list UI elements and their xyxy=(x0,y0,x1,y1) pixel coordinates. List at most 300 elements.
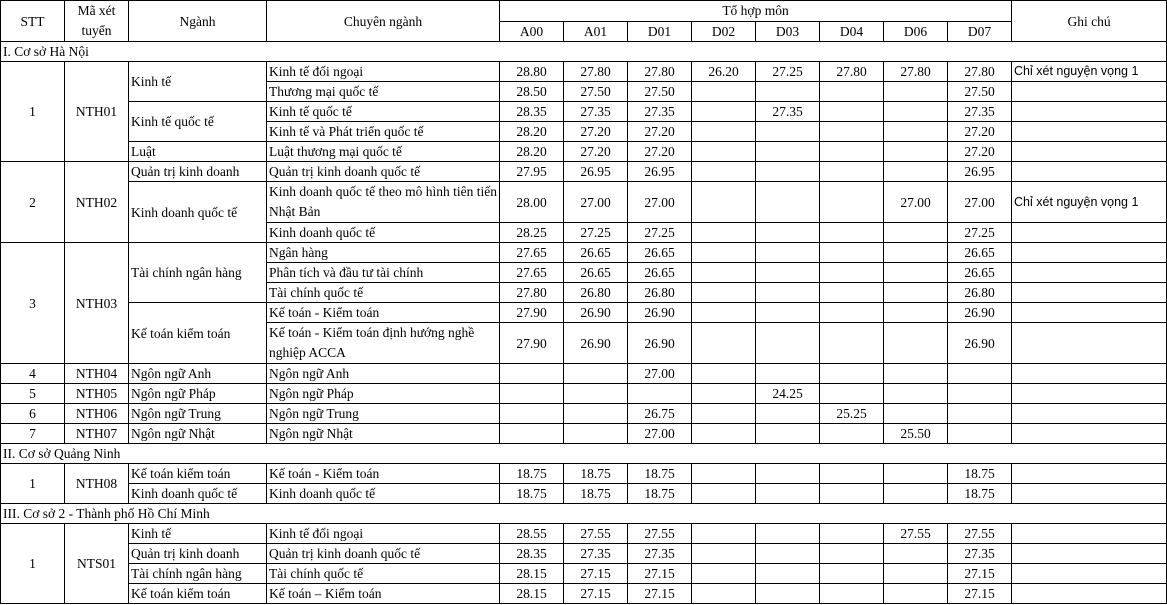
major-cell: Kinh tế quốc tế xyxy=(129,102,267,142)
specialization-cell: Phân tích và đầu tư tài chính xyxy=(267,263,500,283)
score-d06 xyxy=(884,283,948,303)
table-row xyxy=(1,162,1167,182)
stt-cell: 7 xyxy=(1,424,65,444)
score-d06 xyxy=(884,323,948,364)
score-a01: 27.50 xyxy=(564,82,628,102)
score-d06 xyxy=(884,404,948,424)
header-chuyen-nganh: Chuyên ngành xyxy=(267,1,500,42)
score-d04 xyxy=(820,524,884,544)
major-cell: Kinh tế xyxy=(129,62,267,102)
score-d02 xyxy=(692,82,756,102)
major-cell: Tài chính ngân hàng xyxy=(129,243,267,303)
score-a01: 27.15 xyxy=(564,584,628,604)
score-d04 xyxy=(820,484,884,504)
score-d04 xyxy=(820,424,884,444)
score-a01 xyxy=(564,424,628,444)
score-a01: 27.35 xyxy=(564,544,628,564)
header-ghi-chu: Ghi chú xyxy=(1012,1,1167,42)
major-cell: Quản trị kinh doanh xyxy=(129,162,267,182)
score-d04 xyxy=(820,364,884,384)
specialization-cell: Quản trị kinh doanh quốc tế xyxy=(267,544,500,564)
specialization-cell: Kinh doanh quốc tế xyxy=(267,223,500,243)
score-d02 xyxy=(692,544,756,564)
note-cell xyxy=(1012,243,1167,263)
score-d03 xyxy=(756,364,820,384)
score-d06: 27.00 xyxy=(884,182,948,223)
specialization-cell: Thương mại quốc tế xyxy=(267,82,500,102)
score-a00: 28.15 xyxy=(500,564,564,584)
score-a00: 28.25 xyxy=(500,223,564,243)
section-title: III. Cơ sở 2 - Thành phố Hồ Chí Minh xyxy=(1,504,500,524)
specialization-cell: Ngôn ngữ Trung xyxy=(267,404,500,424)
score-d02 xyxy=(692,584,756,604)
score-d07: 26.90 xyxy=(948,323,1012,364)
major-cell: Tài chính ngân hàng xyxy=(129,564,267,584)
section-note-filler xyxy=(1012,42,1167,62)
score-d01: 27.15 xyxy=(628,564,692,584)
score-d01: 27.50 xyxy=(628,82,692,102)
stt-cell: 1 xyxy=(1,62,65,162)
score-d03: 27.25 xyxy=(756,62,820,82)
score-a00 xyxy=(500,364,564,384)
note-cell xyxy=(1012,102,1167,122)
table-row xyxy=(1,584,1167,604)
score-d07: 26.95 xyxy=(948,162,1012,182)
score-d02 xyxy=(692,364,756,384)
major-cell: Kinh tế xyxy=(129,524,267,544)
table-row xyxy=(1,484,1167,504)
score-d07: 26.80 xyxy=(948,283,1012,303)
note-cell xyxy=(1012,484,1167,504)
score-d03 xyxy=(756,323,820,364)
score-d06 xyxy=(884,223,948,243)
score-d07: 27.20 xyxy=(948,142,1012,162)
score-a00: 28.20 xyxy=(500,122,564,142)
score-d03 xyxy=(756,544,820,564)
subject-header-a00: A00 xyxy=(500,21,564,42)
specialization-cell: Kế toán - Kiểm toán định hướng nghề nghiệp ACCA xyxy=(267,323,500,364)
score-a01: 26.95 xyxy=(564,162,628,182)
program-code-cell: NTH06 xyxy=(65,404,129,424)
specialization-cell: Kinh doanh quốc tế xyxy=(267,484,500,504)
score-d02 xyxy=(692,243,756,263)
score-d04 xyxy=(820,584,884,604)
score-d04 xyxy=(820,82,884,102)
score-d01: 27.00 xyxy=(628,364,692,384)
section-filler xyxy=(500,42,1012,62)
score-d01: 27.55 xyxy=(628,524,692,544)
header-to-hop-mon: Tổ hợp môn xyxy=(500,1,1012,22)
score-d06 xyxy=(884,303,948,323)
note-cell xyxy=(1012,424,1167,444)
stt-cell: 1 xyxy=(1,524,65,604)
score-a01 xyxy=(564,384,628,404)
table-row xyxy=(1,142,1167,162)
program-code-cell: NTH04 xyxy=(65,364,129,384)
score-a00: 28.35 xyxy=(500,102,564,122)
note-cell xyxy=(1012,524,1167,544)
score-d07: 27.00 xyxy=(948,182,1012,223)
specialization-cell: Ngôn ngữ Anh xyxy=(267,364,500,384)
specialization-cell: Ngân hàng xyxy=(267,243,500,263)
note-cell xyxy=(1012,122,1167,142)
score-a00: 18.75 xyxy=(500,484,564,504)
major-cell: Ngôn ngữ Anh xyxy=(129,364,267,384)
score-d04 xyxy=(820,283,884,303)
subject-header-d02: D02 xyxy=(692,21,756,42)
note-cell xyxy=(1012,223,1167,243)
score-d01: 26.90 xyxy=(628,323,692,364)
section-title: II. Cơ sở Quảng Ninh xyxy=(1,444,500,464)
score-a01: 27.80 xyxy=(564,62,628,82)
score-d04 xyxy=(820,102,884,122)
score-a01: 27.15 xyxy=(564,564,628,584)
score-d06 xyxy=(884,584,948,604)
score-d04 xyxy=(820,464,884,484)
score-d03 xyxy=(756,182,820,223)
score-a00: 28.35 xyxy=(500,544,564,564)
score-d03 xyxy=(756,82,820,102)
score-a01: 27.25 xyxy=(564,223,628,243)
table-body xyxy=(1,42,1167,604)
score-a01: 18.75 xyxy=(564,464,628,484)
score-a01: 27.55 xyxy=(564,524,628,544)
major-cell: Kế toán kiểm toán xyxy=(129,584,267,604)
score-d01: 27.15 xyxy=(628,584,692,604)
score-d03 xyxy=(756,404,820,424)
specialization-cell: Ngôn ngữ Nhật xyxy=(267,424,500,444)
score-d07: 26.65 xyxy=(948,263,1012,283)
score-d04 xyxy=(820,122,884,142)
score-d03 xyxy=(756,243,820,263)
score-d06 xyxy=(884,122,948,142)
specialization-cell: Tài chính quốc tế xyxy=(267,283,500,303)
score-d02 xyxy=(692,484,756,504)
score-d02 xyxy=(692,142,756,162)
score-d07: 26.65 xyxy=(948,243,1012,263)
score-d06 xyxy=(884,364,948,384)
specialization-cell: Kinh tế quốc tế xyxy=(267,102,500,122)
note-cell xyxy=(1012,283,1167,303)
program-code-cell: NTH03 xyxy=(65,243,129,364)
table-row xyxy=(1,404,1167,424)
score-d02 xyxy=(692,564,756,584)
stt-cell: 2 xyxy=(1,162,65,243)
score-d02 xyxy=(692,223,756,243)
major-cell: Ngôn ngữ Nhật xyxy=(129,424,267,444)
score-d01: 26.65 xyxy=(628,263,692,283)
score-d01 xyxy=(628,384,692,404)
section-filler xyxy=(500,504,1012,524)
major-cell: Quản trị kinh doanh xyxy=(129,544,267,564)
score-a00: 27.80 xyxy=(500,283,564,303)
table-row xyxy=(1,564,1167,584)
subject-header-d03: D03 xyxy=(756,21,820,42)
score-a01: 26.90 xyxy=(564,303,628,323)
score-a00 xyxy=(500,404,564,424)
major-cell: Kế toán kiểm toán xyxy=(129,303,267,364)
score-d01: 27.80 xyxy=(628,62,692,82)
score-a00: 28.50 xyxy=(500,82,564,102)
stt-cell: 5 xyxy=(1,384,65,404)
specialization-cell: Kinh tế đối ngoại xyxy=(267,524,500,544)
score-d04: 25.25 xyxy=(820,404,884,424)
score-d02 xyxy=(692,524,756,544)
table-row xyxy=(1,243,1167,263)
score-d04: 27.80 xyxy=(820,62,884,82)
table-row xyxy=(1,424,1167,444)
score-d04 xyxy=(820,182,884,223)
subject-header-d01: D01 xyxy=(628,21,692,42)
score-d06: 25.50 xyxy=(884,424,948,444)
score-a00: 27.65 xyxy=(500,263,564,283)
score-d06 xyxy=(884,162,948,182)
stt-cell: 4 xyxy=(1,364,65,384)
note-cell xyxy=(1012,142,1167,162)
score-a01: 26.80 xyxy=(564,283,628,303)
score-d06 xyxy=(884,142,948,162)
score-d07: 27.55 xyxy=(948,524,1012,544)
specialization-cell: Kinh doanh quốc tế theo mô hình tiên tiến Nhật Bản xyxy=(267,182,500,223)
score-d04 xyxy=(820,564,884,584)
header-ma-xet-tuyen: Mã xét tuyển xyxy=(65,1,129,42)
score-a01 xyxy=(564,404,628,424)
note-cell: Chỉ xét nguyện vọng 1 xyxy=(1012,182,1167,223)
score-d06 xyxy=(884,263,948,283)
score-d02 xyxy=(692,102,756,122)
note-cell xyxy=(1012,384,1167,404)
score-a00: 27.90 xyxy=(500,303,564,323)
score-d04 xyxy=(820,142,884,162)
subject-header-d07: D07 xyxy=(948,21,1012,42)
score-d01: 27.35 xyxy=(628,102,692,122)
score-d07: 27.15 xyxy=(948,564,1012,584)
specialization-cell: Kế toán - Kiểm toán xyxy=(267,464,500,484)
score-d07: 27.25 xyxy=(948,223,1012,243)
table-row xyxy=(1,62,1167,82)
score-d07: 27.80 xyxy=(948,62,1012,82)
score-d03: 27.35 xyxy=(756,102,820,122)
score-d03 xyxy=(756,584,820,604)
score-d03 xyxy=(756,524,820,544)
score-d01: 27.20 xyxy=(628,142,692,162)
score-d01: 27.00 xyxy=(628,182,692,223)
score-d04 xyxy=(820,263,884,283)
score-d02 xyxy=(692,384,756,404)
note-cell xyxy=(1012,303,1167,323)
major-cell: Kinh doanh quốc tế xyxy=(129,484,267,504)
section-note-filler xyxy=(1012,444,1167,464)
score-d07: 27.20 xyxy=(948,122,1012,142)
score-a00: 28.15 xyxy=(500,584,564,604)
score-d02 xyxy=(692,323,756,364)
score-d06: 27.55 xyxy=(884,524,948,544)
table-row xyxy=(1,182,1167,223)
score-d07 xyxy=(948,404,1012,424)
score-a01: 18.75 xyxy=(564,484,628,504)
stt-cell: 1 xyxy=(1,464,65,504)
score-a01: 27.20 xyxy=(564,122,628,142)
section-note-filler xyxy=(1012,504,1167,524)
major-cell: Kế toán kiểm toán xyxy=(129,464,267,484)
table-row xyxy=(1,524,1167,544)
score-d07: 18.75 xyxy=(948,484,1012,504)
score-d03 xyxy=(756,142,820,162)
score-d03: 24.25 xyxy=(756,384,820,404)
score-d01: 18.75 xyxy=(628,484,692,504)
header-stt: STT xyxy=(1,1,65,42)
score-a01 xyxy=(564,364,628,384)
specialization-cell: Tài chính quốc tế xyxy=(267,564,500,584)
subject-header-d06: D06 xyxy=(884,21,948,42)
score-d06 xyxy=(884,484,948,504)
program-code-cell: NTH01 xyxy=(65,62,129,162)
score-a00: 18.75 xyxy=(500,464,564,484)
table-row xyxy=(1,303,1167,323)
note-cell xyxy=(1012,564,1167,584)
score-d01: 26.65 xyxy=(628,243,692,263)
score-d02: 26.20 xyxy=(692,62,756,82)
section-title: I. Cơ sở Hà Nội xyxy=(1,42,500,62)
program-code-cell: NTS01 xyxy=(65,524,129,604)
score-d04 xyxy=(820,384,884,404)
specialization-cell: Luật thương mại quốc tế xyxy=(267,142,500,162)
score-d02 xyxy=(692,283,756,303)
score-d01: 27.25 xyxy=(628,223,692,243)
score-d02 xyxy=(692,182,756,223)
score-a00: 28.20 xyxy=(500,142,564,162)
score-d04 xyxy=(820,303,884,323)
note-cell: Chỉ xét nguyện vọng 1 xyxy=(1012,62,1167,82)
score-a01: 27.00 xyxy=(564,182,628,223)
header-nganh: Ngành xyxy=(129,1,267,42)
score-d03 xyxy=(756,464,820,484)
score-a00: 27.95 xyxy=(500,162,564,182)
note-cell xyxy=(1012,162,1167,182)
score-d01: 27.35 xyxy=(628,544,692,564)
score-d03 xyxy=(756,223,820,243)
specialization-cell: Ngôn ngữ Pháp xyxy=(267,384,500,404)
table-row xyxy=(1,544,1167,564)
score-a01: 27.20 xyxy=(564,142,628,162)
score-d03 xyxy=(756,122,820,142)
specialization-cell: Kế toán – Kiểm toán xyxy=(267,584,500,604)
note-cell xyxy=(1012,82,1167,102)
score-d06 xyxy=(884,464,948,484)
major-cell: Kinh doanh quốc tế xyxy=(129,182,267,243)
score-d03 xyxy=(756,283,820,303)
score-d01: 26.90 xyxy=(628,303,692,323)
score-d01: 18.75 xyxy=(628,464,692,484)
score-d02 xyxy=(692,162,756,182)
score-d02 xyxy=(692,303,756,323)
score-d02 xyxy=(692,122,756,142)
specialization-cell: Kế toán - Kiểm toán xyxy=(267,303,500,323)
score-d04 xyxy=(820,223,884,243)
score-a00 xyxy=(500,384,564,404)
specialization-cell: Quản trị kinh doanh quốc tế xyxy=(267,162,500,182)
table-row xyxy=(1,464,1167,484)
note-cell xyxy=(1012,544,1167,564)
score-d01: 26.80 xyxy=(628,283,692,303)
score-d07: 26.90 xyxy=(948,303,1012,323)
section-row xyxy=(1,504,1167,524)
specialization-cell: Kinh tế đối ngoại xyxy=(267,62,500,82)
score-d02 xyxy=(692,404,756,424)
note-cell xyxy=(1012,404,1167,424)
score-d02 xyxy=(692,424,756,444)
score-a01: 26.65 xyxy=(564,263,628,283)
score-d06 xyxy=(884,82,948,102)
major-cell: Ngôn ngữ Trung xyxy=(129,404,267,424)
score-a00: 28.80 xyxy=(500,62,564,82)
score-a00: 27.90 xyxy=(500,323,564,364)
table-row xyxy=(1,364,1167,384)
score-d07: 27.35 xyxy=(948,102,1012,122)
note-cell xyxy=(1012,584,1167,604)
note-cell xyxy=(1012,323,1167,364)
program-code-cell: NTH02 xyxy=(65,162,129,243)
specialization-cell: Kinh tế và Phát triển quốc tế xyxy=(267,122,500,142)
score-d03 xyxy=(756,162,820,182)
score-d01: 26.75 xyxy=(628,404,692,424)
major-cell: Ngôn ngữ Pháp xyxy=(129,384,267,404)
subject-header-d04: D04 xyxy=(820,21,884,42)
score-d02 xyxy=(692,263,756,283)
score-d03 xyxy=(756,564,820,584)
score-d01: 27.20 xyxy=(628,122,692,142)
score-d03 xyxy=(756,484,820,504)
score-a01: 26.90 xyxy=(564,323,628,364)
score-d06 xyxy=(884,544,948,564)
score-d03 xyxy=(756,303,820,323)
score-d06 xyxy=(884,243,948,263)
program-code-cell: NTH07 xyxy=(65,424,129,444)
note-cell xyxy=(1012,263,1167,283)
score-a00: 27.65 xyxy=(500,243,564,263)
score-a00 xyxy=(500,424,564,444)
table-row xyxy=(1,384,1167,404)
score-d07 xyxy=(948,424,1012,444)
section-row xyxy=(1,42,1167,62)
score-d07: 27.15 xyxy=(948,584,1012,604)
stt-cell: 6 xyxy=(1,404,65,424)
score-d06 xyxy=(884,564,948,584)
score-d04 xyxy=(820,544,884,564)
score-d07 xyxy=(948,384,1012,404)
score-a00: 28.55 xyxy=(500,524,564,544)
score-a01: 27.35 xyxy=(564,102,628,122)
note-cell xyxy=(1012,464,1167,484)
major-cell: Luật xyxy=(129,142,267,162)
score-d01: 26.95 xyxy=(628,162,692,182)
program-code-cell: NTH05 xyxy=(65,384,129,404)
section-filler xyxy=(500,444,1012,464)
section-row xyxy=(1,444,1167,464)
table-row xyxy=(1,102,1167,122)
score-d07: 27.35 xyxy=(948,544,1012,564)
score-d07: 18.75 xyxy=(948,464,1012,484)
score-d06 xyxy=(884,102,948,122)
score-d07: 27.50 xyxy=(948,82,1012,102)
score-d03 xyxy=(756,424,820,444)
stt-cell: 3 xyxy=(1,243,65,364)
score-a01: 26.65 xyxy=(564,243,628,263)
score-d03 xyxy=(756,263,820,283)
score-d06 xyxy=(884,384,948,404)
table-header xyxy=(1,1,1167,42)
score-d06: 27.80 xyxy=(884,62,948,82)
